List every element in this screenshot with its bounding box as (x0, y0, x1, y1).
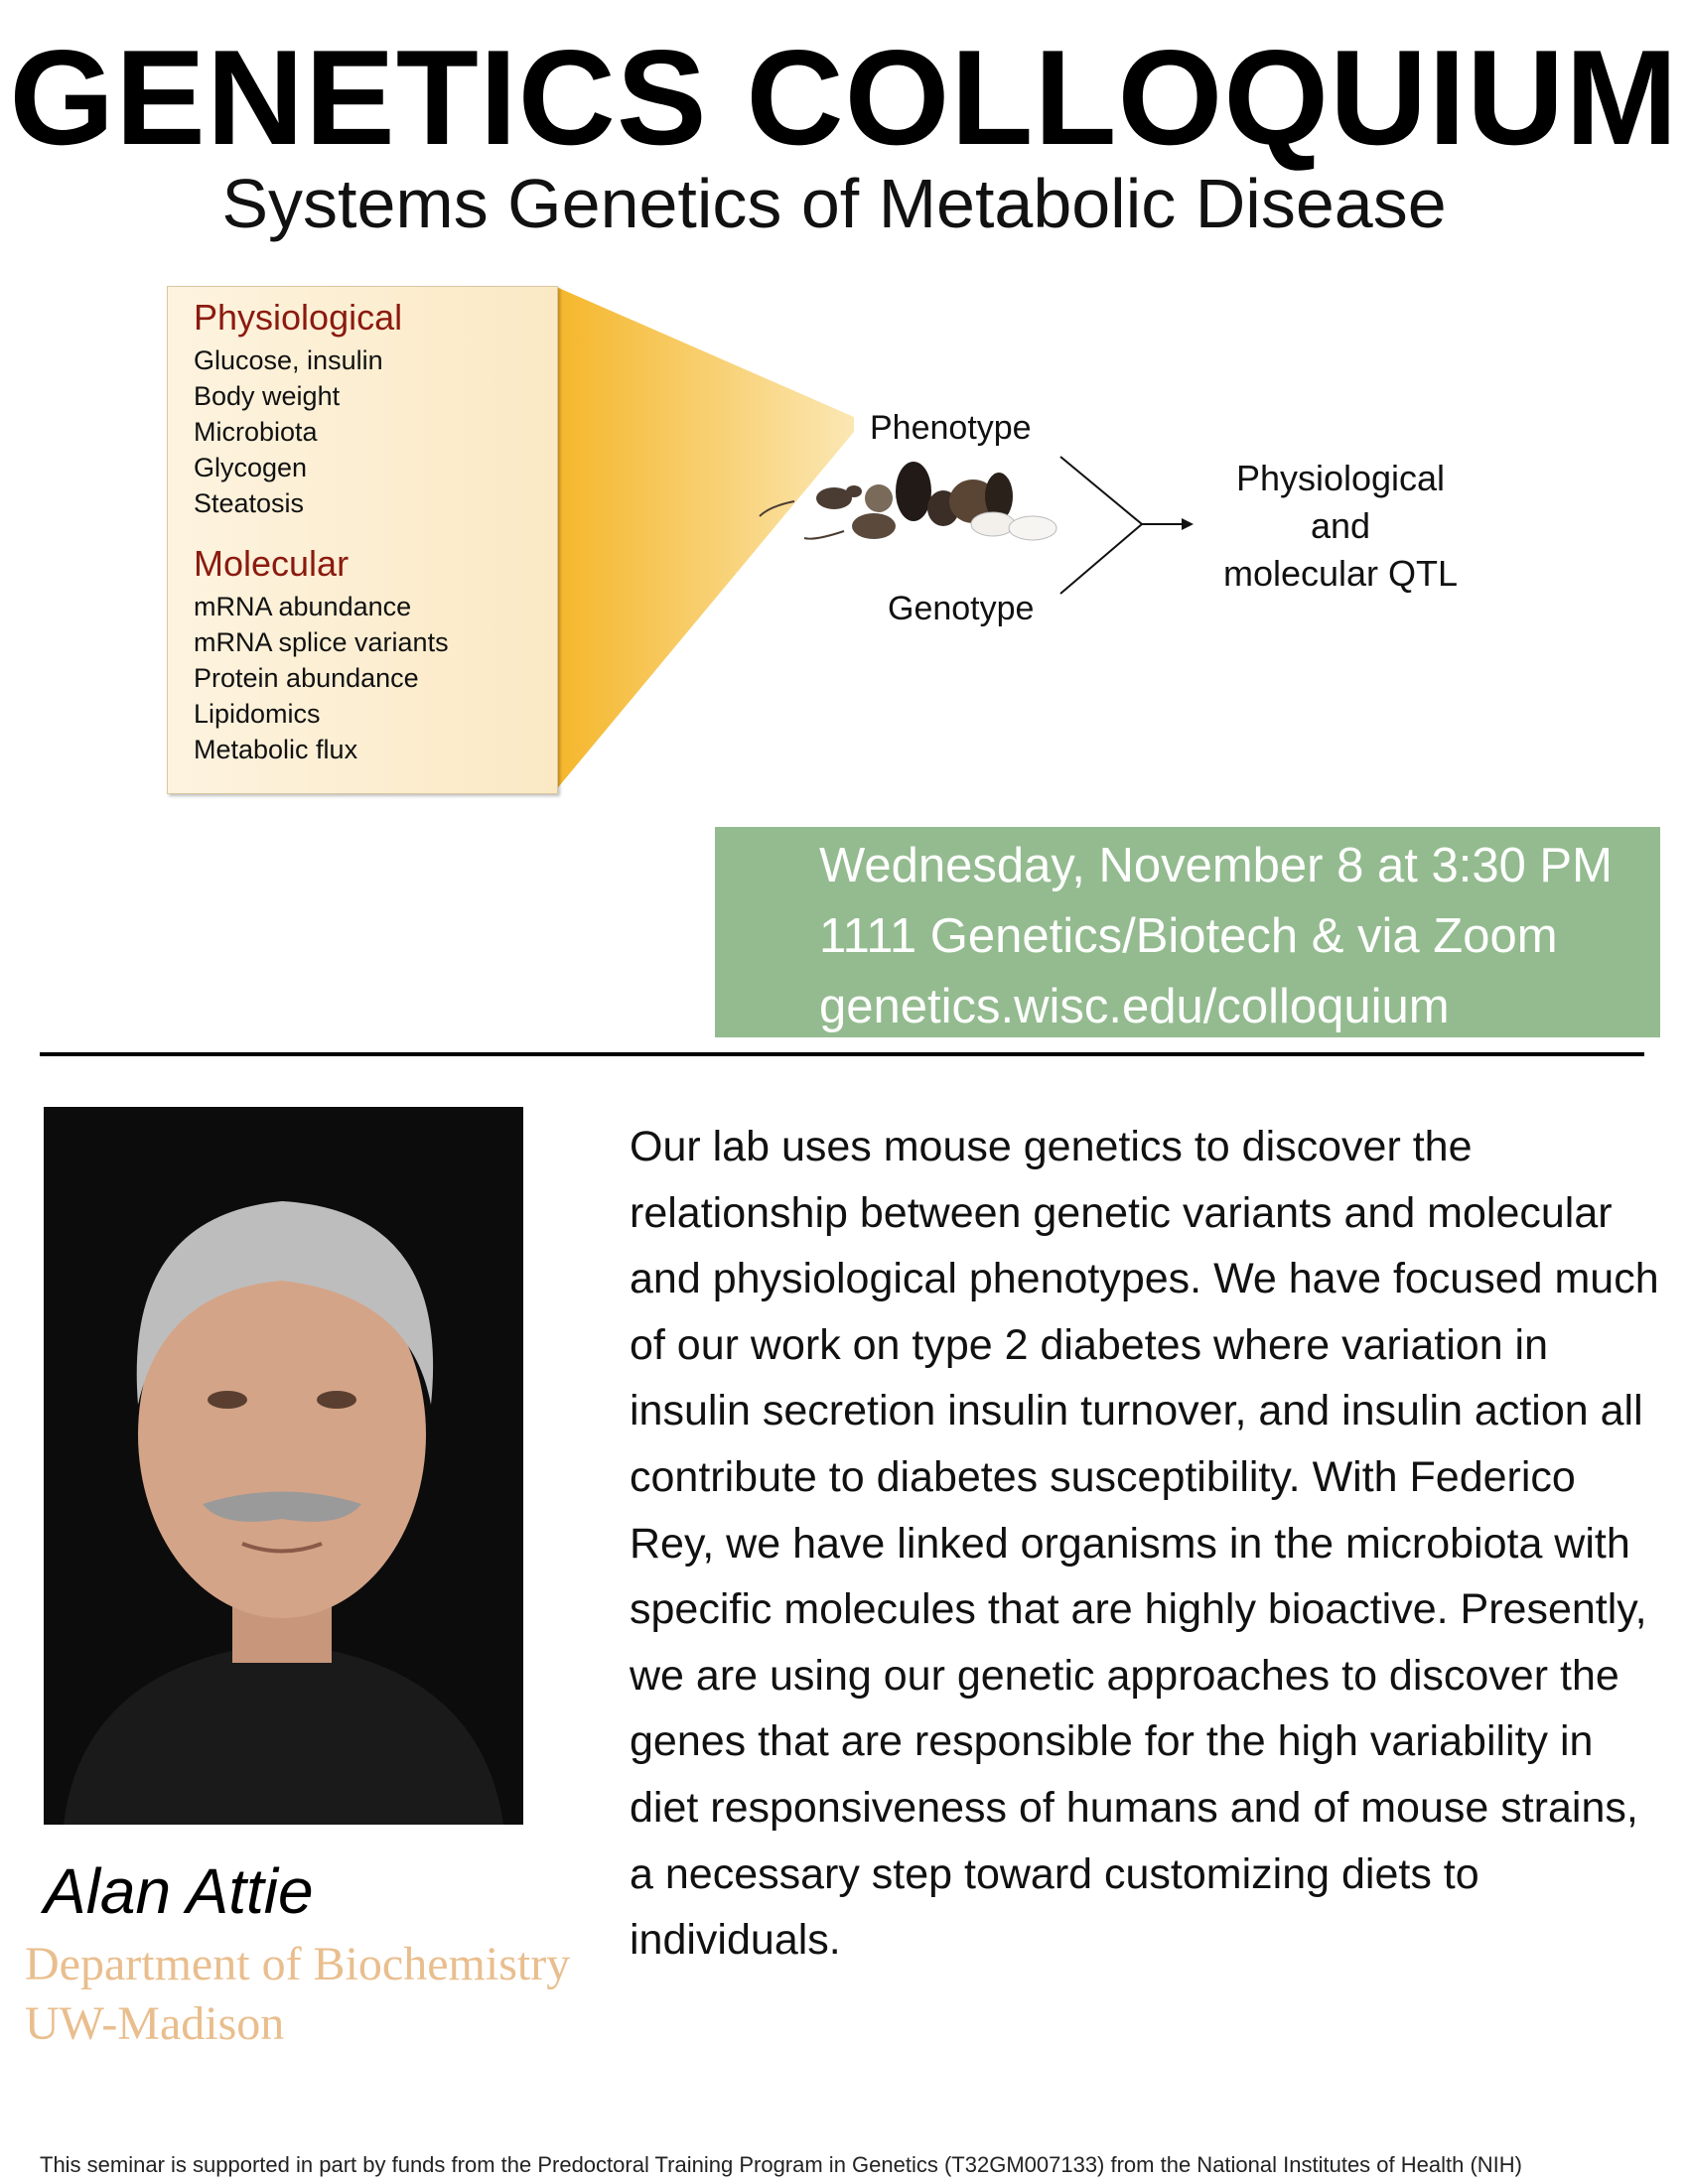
list-item: Steatosis (194, 488, 305, 518)
event-details-box (715, 827, 1660, 1037)
list-item: Lipidomics (194, 699, 321, 729)
phenotype-label: Phenotype (870, 409, 1032, 447)
divider (40, 1052, 1644, 1056)
event-datetime: Wednesday, November 8 at 3:30 PM (819, 839, 1613, 892)
talk-abstract: Our lab uses mouse genetics to discover the relationship between genetic variants and molecular and physiological phenotypes. We have focused much of our work on type 2 diabetes where variation in insulin secretion insulin turnover, and insulin action all contribute to diabetes susceptibility. With Federico Rey, we have linked organisms in the microbiota with specific molecules that are highly bioactive. Presently, we are using our genetic approaches to discover the genes that are responsible for the high variability in diet responsiveness of humans and of mouse strains, a necessary step toward customizing diets to individuals. (630, 1123, 1659, 1965)
event-website[interactable]: genetics.wisc.edu/colloquium (819, 980, 1450, 1033)
qtl-line: molecular QTL (1222, 553, 1459, 594)
talk-title: Systems Genetics of Metabolic Disease (221, 165, 1447, 242)
speaker-name: Alan Attie (44, 1855, 314, 1927)
genotype-label: Genotype (888, 590, 1035, 627)
funding-note: This seminar is supported in part by funds from the Predoctoral Training Program in Genetics (T32GM007133) from the National Institutes of Health (NIH) (40, 2152, 1522, 2177)
speaker-portrait-icon (44, 1107, 523, 1825)
physiological-heading: Physiological (194, 297, 403, 338)
colloquium-title: GENETICS COLLOQUIUM (9, 22, 1679, 173)
molecular-list (168, 589, 557, 767)
systems-genetics-diagram (159, 278, 1549, 804)
speaker-department: Department of Biochemistry (25, 1938, 571, 1990)
list-item: Body weight (194, 381, 341, 411)
list-item: Protein abundance (194, 663, 419, 693)
speaker-institution: UW-Madison (25, 1997, 285, 2050)
physiological-list (168, 342, 557, 521)
list-item: mRNA abundance (194, 592, 412, 621)
list-item: Metabolic flux (194, 735, 358, 764)
molecular-heading: Molecular (194, 543, 350, 584)
list-item: Microbiota (194, 417, 318, 447)
qtl-result (1192, 455, 1489, 598)
list-item: Glucose, insulin (194, 345, 383, 375)
qtl-line: Physiological (1235, 458, 1446, 498)
list-item: Glycogen (194, 453, 308, 482)
phenotype-panel (167, 286, 558, 794)
list-item: mRNA splice variants (194, 627, 449, 657)
event-location: 1111 Genetics/Biotech & via Zoom (819, 909, 1558, 963)
qtl-line: and (1310, 505, 1371, 546)
speaker-photo (44, 1107, 523, 1825)
